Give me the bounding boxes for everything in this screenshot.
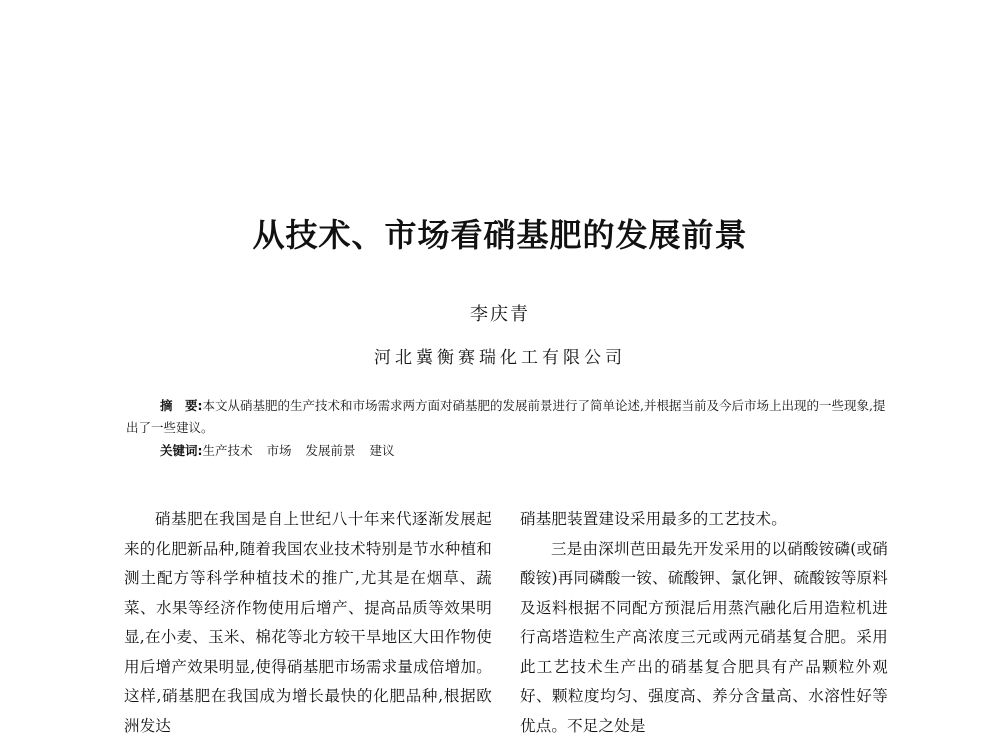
body-paragraph: 三是由深圳芭田最先开发采用的以硝酸铵磷(或硝酸铵)再同磷酸一铵、硫酸钾、氯化钾、硫酸铵等原料及返料根据不同配方预混后用蒸汽融化后用造粒机进行高塔造粒生产高浓度三元或两元硝基复合肥。采用此工艺技术生产出的硝基复合肥具有产品颗粒外观好、颗粒度均匀、强度高、养分含量高、水溶性好等优点。不足之处是 bbox=[520, 535, 888, 741]
body-column-left bbox=[124, 505, 492, 741]
author-name: 李庆青 bbox=[0, 300, 1000, 326]
keyword: 发展前景 bbox=[306, 440, 356, 462]
keyword: 市场 bbox=[267, 440, 292, 462]
keywords-label: 关键词: bbox=[160, 443, 203, 458]
abstract bbox=[126, 395, 894, 439]
paper-title: 从技术、市场看硝基肥的发展前景 bbox=[0, 210, 1000, 256]
abstract-paragraph bbox=[126, 395, 894, 439]
body-paragraph: 硝基肥装置建设采用最多的工艺技术。 bbox=[520, 505, 888, 535]
keywords bbox=[160, 440, 880, 462]
abstract-label: 摘 要: bbox=[160, 398, 203, 413]
abstract-text: 本文从硝基肥的生产技术和市场需求两方面对硝基肥的发展前景进行了简单论述,并根据当前及今后市场上出现的一些现象,提出了一些建议。 bbox=[126, 398, 885, 435]
author-affiliation: 河北冀衡赛瑞化工有限公司 bbox=[0, 343, 1000, 368]
keyword: 生产技术 bbox=[203, 440, 253, 462]
body-paragraph: 硝基肥在我国是自上世纪八十年来代逐渐发展起来的化肥新品种,随着我国农业技术特别是节水种植和测土配方等科学种植技术的推广,尤其是在烟草、蔬菜、水果等经济作物使用后增产、提高品质等效果明显,在小麦、玉米、棉花等北方较干旱地区大田作物使用后增产效果明显,使得硝基肥市场需求量成倍增加。这样,硝基肥在我国成为增长最快的化肥品种,根据欧洲发达 bbox=[124, 505, 492, 741]
keyword: 建议 bbox=[370, 440, 395, 462]
body-column-right bbox=[520, 505, 888, 741]
